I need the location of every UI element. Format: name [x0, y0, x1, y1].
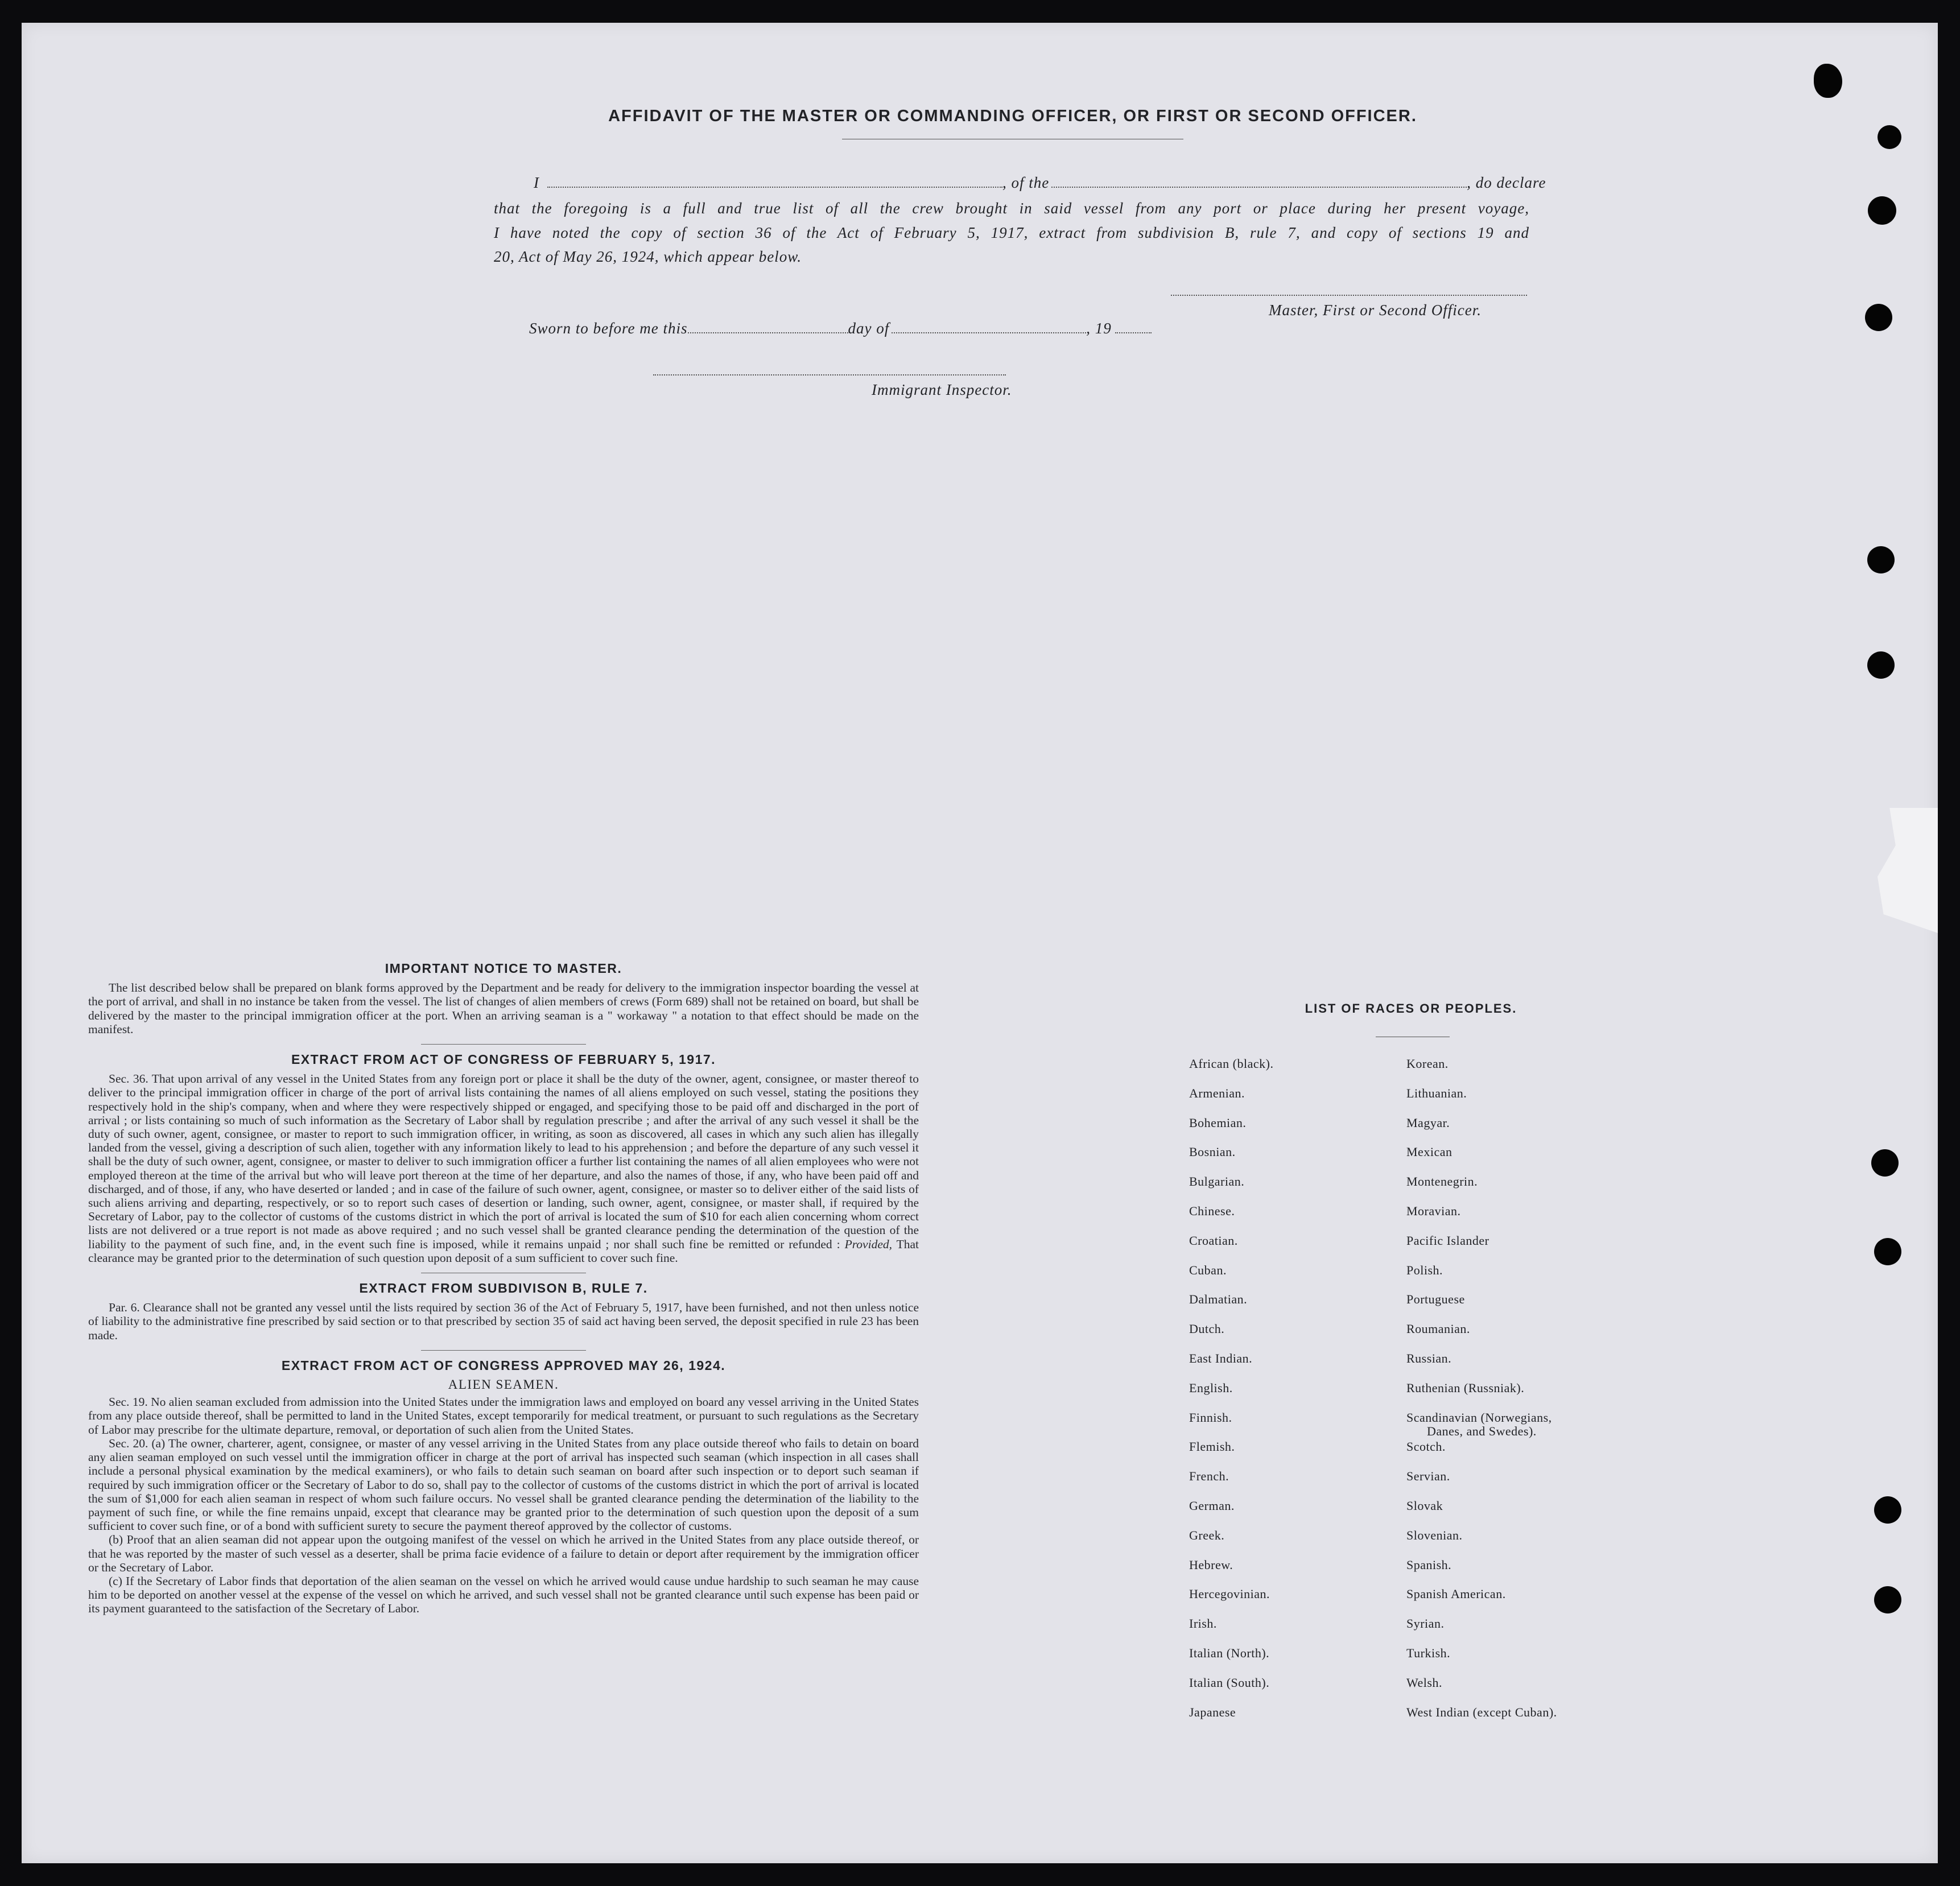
extract-rule7-title: EXTRACT FROM SUBDIVISON B, RULE 7.: [359, 1281, 648, 1296]
race-item: [1406, 1116, 1557, 1146]
declaration-line-3: I have noted the copy of section 36 of the Act of February 5, 1917, extract from subdivision B, rule 7, and copy of sections 19 and: [494, 224, 1529, 241]
race-item: [1189, 1617, 1273, 1646]
race-item: [1189, 1646, 1273, 1676]
race-item: [1189, 1411, 1273, 1441]
race-item: [1189, 1470, 1273, 1499]
declaration-of-the: , of the: [1002, 174, 1050, 191]
race-item: [1406, 1499, 1557, 1529]
race-item: [1189, 1352, 1273, 1381]
race-label: Cuban.: [1189, 1262, 1227, 1277]
alien-seamen-subtitle: ALIEN SEAMEN.: [448, 1377, 559, 1392]
name-field[interactable]: [547, 174, 1002, 188]
race-item: [1406, 1617, 1557, 1646]
race-label: Slovak: [1406, 1498, 1443, 1513]
race-label: Syrian.: [1406, 1616, 1445, 1631]
race-label: East Indian.: [1189, 1351, 1253, 1365]
race-label: Bulgarian.: [1189, 1174, 1245, 1189]
race-item: [1189, 1264, 1273, 1293]
master-signature-line[interactable]: [1171, 295, 1527, 296]
declaration-do-declare: , do declare: [1467, 174, 1546, 191]
declaration-line-2: that the foregoing is a full and true list of all the crew brought in said vessel from any port or place during her present voyage,: [494, 200, 1529, 217]
punch-hole: [1874, 1586, 1901, 1613]
sworn-day-field[interactable]: [688, 320, 848, 333]
punch-hole: [1878, 125, 1901, 149]
race-item: [1189, 1116, 1273, 1146]
race-item: [1189, 1057, 1273, 1087]
sworn-day-of: day of: [848, 320, 890, 337]
race-item: [1406, 1646, 1557, 1676]
races-title: LIST OF RACES OR PEOPLES.: [1305, 1001, 1517, 1016]
sec36-text: Sec. 36. That upon arrival of any vessel in the United States from any foreign port or place it shall be the duty of the owner, agent, consignee, or master thereof to deliver to the principal immigration officer in charge of the port of arrival lists containing the names of all aliens employed on such vessel, stating the positions they respectively hold in the ship's company, when and where they were respectively shipped or engaged, and specifying those to be paid off and discharged in the port of arrival ; or lists containing so much of such information as the Secretary of Labor shall by regulation prescribe ; and after the arrival of any such vessel it shall be the duty of such owner, agent, consignee, or master to report to such immigration officer, in writing, as soon as discovered, all cases in which any such alien has illegally landed from the vessel, giving a description of such alien, together with any information likely to lead to his apprehension ; and before the departure of any such vessel it shall be the duty of such owner, agent, consignee, or master to deliver to such immigration officer a further list containing the names of all alien employees who were not employed thereon at the time of the arrival but who will leave port thereon at the time of her departure, and also the names of those, if any, who have been paid off and discharged, and of those, if any, who have deserted or landed ; and in case of the failure of such owner, agent, consignee, or master so to deliver either of the said lists of such aliens arriving and departing, respectively, or so to report such cases of desertion or landing, such owner, agent, consignee, or master shall, if required by the Secretary of Labor, pay to the collector of customs of the customs district in which the port of arrival is located the sum of $10 for each alien concerning whom correct lists are not delivered or a true report is not made as above required ; and no such vessel shall be granted clearance pending the determination of the question of the liability to the payment of such fine, and, in the event such fine is imposed, while it remains unpaid ; nor shall such fine be remitted or refunded :: [88, 1072, 919, 1251]
race-label: French.: [1189, 1469, 1229, 1484]
race-item: [1406, 1322, 1557, 1352]
race-label: Russian.: [1406, 1351, 1452, 1365]
race-label: Roumanian.: [1406, 1322, 1470, 1336]
race-item: [1406, 1411, 1557, 1441]
race-label: Chinese.: [1189, 1203, 1235, 1218]
race-label: Portuguese: [1406, 1292, 1465, 1307]
race-item: [1406, 1087, 1557, 1116]
race-item: [1406, 1264, 1557, 1293]
race-label: Spanish American.: [1406, 1587, 1506, 1602]
race-label: Dalmatian.: [1189, 1292, 1248, 1307]
race-item: [1406, 1381, 1557, 1411]
race-label: German.: [1189, 1498, 1235, 1513]
notice-section: [88, 961, 919, 1616]
race-item: [1406, 1706, 1557, 1735]
race-label: Moravian.: [1406, 1203, 1461, 1218]
race-label: Magyar.: [1406, 1115, 1450, 1130]
sec36-text-end: That clearance may be granted prior to the determination of such question upon deposit of a sum sufficient to cover such fine.: [88, 1237, 919, 1265]
race-label: Bosnian.: [1189, 1145, 1236, 1159]
sec19-text: Sec. 19. No alien seaman excluded from admission into the United States under the immigration laws and employed on board any vessel arriving in the United States from any place outside thereof, shall be permitted to land in the United States, except temporarily for medical treatment, or pursuant to such regulations as the Secretary of Labor may prescribe for the ultimate departure, removal, or deportation of such alien from the United States.: [88, 1395, 919, 1437]
section-divider: [421, 1044, 586, 1045]
race-label: Ruthenian (Russniak).: [1406, 1380, 1525, 1395]
race-item: [1189, 1087, 1273, 1116]
race-item: [1189, 1558, 1273, 1588]
race-item: [1406, 1145, 1557, 1175]
race-label-wrap: Danes, and Swedes).: [1427, 1423, 1537, 1438]
race-label: Armenian.: [1189, 1086, 1245, 1100]
race-label: Mexican: [1406, 1145, 1453, 1159]
race-item: [1189, 1381, 1273, 1411]
affidavit-title: AFFIDAVIT OF THE MASTER OR COMMANDING OFFICER, OR FIRST OR SECOND OFFICER.: [608, 107, 1417, 125]
races-left-column: [1189, 1057, 1273, 1735]
race-label: Irish.: [1189, 1616, 1217, 1631]
race-item: [1406, 1234, 1557, 1264]
race-label: Lithuanian.: [1406, 1086, 1467, 1100]
race-label: Welsh.: [1406, 1675, 1442, 1690]
race-item: [1189, 1175, 1273, 1204]
race-label: Italian (North).: [1189, 1645, 1270, 1660]
race-label: African (black).: [1189, 1057, 1274, 1071]
declaration-line-1: [494, 171, 1546, 195]
race-item: [1406, 1352, 1557, 1381]
race-label: Korean.: [1406, 1057, 1449, 1071]
race-item: [1189, 1587, 1273, 1617]
race-label: Croatian.: [1189, 1233, 1238, 1248]
sec20c-text: (c) If the Secretary of Labor finds that deportation of the alien seaman on the vessel on which he arrived would cause undue hardship to such seaman he may cause him to be deported on another vessel at the expense of the vessel on which he arrived, and such vessel shall not be granted clearance until such expense has been paid or its payment guaranteed to the satisfaction of the Secretary of Labor.: [88, 1574, 919, 1616]
notice-text: The list described below shall be prepared on blank forms approved by the Department and be ready for delivery to the immigration inspector boarding the vessel at the port of arrival, and shall in no instance be taken from the vessel. The list of changes of alien members of crews (Form 689) shall not be retained on board, but shall be delivered by the master to the principal immigration officer at the port. When an arriving seaman is a " workaway " a notation to that effect should be made on the manifest.: [88, 981, 919, 1036]
race-label: Hercegovinian.: [1189, 1587, 1270, 1602]
race-item: [1406, 1440, 1557, 1470]
vessel-field[interactable]: [1051, 174, 1467, 188]
race-label: Italian (South).: [1189, 1675, 1270, 1690]
punch-hole: [1868, 196, 1896, 225]
sworn-line: [529, 320, 1189, 337]
race-label: Spanish.: [1406, 1557, 1452, 1572]
races-right-column: [1406, 1057, 1557, 1735]
race-label: Dutch.: [1189, 1322, 1225, 1336]
race-item: [1189, 1293, 1273, 1322]
race-label: Bohemian.: [1189, 1115, 1247, 1130]
inspector-signature-label: Immigrant Inspector.: [872, 381, 1012, 398]
race-label: Montenegrin.: [1406, 1174, 1478, 1189]
extract-1917-title: EXTRACT FROM ACT OF CONGRESS OF FEBRUARY 5, 1917.: [291, 1052, 716, 1067]
extract-1917-text: [88, 1072, 919, 1265]
race-item: [1406, 1057, 1557, 1087]
race-label: Slovenian.: [1406, 1528, 1463, 1542]
sec20a-text: Sec. 20. (a) The owner, charterer, agent, consignee, or master of any vessel arriving in the United States from any place outside thereof who fails to detain on board any alien seaman employed on such vessel until the immigration officer in charge at the port of arrival has inspected such seaman (which inspection in all cases shall include a personal physical examination by the medical examiners), or who fails to detain such seaman on board after such inspection or to deport such seaman if required by such immigration officer or the Secretary of Labor to do so, shall pay to the collector of customs of the customs district in which the port of arrival is located the sum of $1,000 for each alien seaman in respect of whom such failure occurs. No vessel shall be granted clearance pending the determination of the liability to the payment of such fine, or while the fine remains unpaid, except that clearance may be granted prior to the determination of such question upon the deposit of a sum sufficient to cover such fine, or of a bond with sufficient surety to secure the payment thereof approved by the collector of customs.: [88, 1436, 919, 1533]
section-divider: [421, 1350, 586, 1351]
punch-hole: [1867, 651, 1895, 679]
sworn-text: Sworn to before me this: [529, 320, 688, 337]
race-item: [1406, 1587, 1557, 1617]
race-label: Japanese: [1189, 1705, 1236, 1719]
race-label: Flemish.: [1189, 1439, 1235, 1454]
race-item: [1189, 1204, 1273, 1234]
race-item: [1189, 1676, 1273, 1706]
race-item: [1189, 1706, 1273, 1735]
sworn-year: , 19: [1086, 320, 1112, 337]
declaration-i: I: [534, 174, 539, 191]
race-item: [1406, 1676, 1557, 1706]
punch-hole: [1871, 1149, 1899, 1177]
punch-hole: [1814, 64, 1842, 98]
master-signature-label: Master, First or Second Officer.: [1269, 302, 1482, 319]
race-label: Polish.: [1406, 1262, 1443, 1277]
sworn-month-field[interactable]: [892, 320, 1086, 333]
extract-rule7-text: Par. 6. Clearance shall not be granted any vessel until the lists required by section 36 of the Act of February 5, 1917, have been furnished, and not then unless notice of liability to the administrative fine prescribed by said section or to that prescribed by section 35 of said act having been served, the deposit specified in rule 23 has been made.: [88, 1301, 919, 1342]
race-item: [1189, 1499, 1273, 1529]
punch-hole: [1874, 1496, 1901, 1524]
punch-hole: [1867, 546, 1895, 573]
race-item: [1406, 1470, 1557, 1499]
race-item: [1189, 1145, 1273, 1175]
race-label: English.: [1189, 1380, 1233, 1395]
race-item: [1189, 1440, 1273, 1470]
race-item: [1406, 1175, 1557, 1204]
race-item: [1406, 1204, 1557, 1234]
race-item: [1189, 1322, 1273, 1352]
race-label: Finnish.: [1189, 1410, 1232, 1425]
race-label: Greek.: [1189, 1528, 1225, 1542]
race-label: Pacific Islander: [1406, 1233, 1489, 1248]
race-item: [1406, 1529, 1557, 1558]
race-label: West Indian (except Cuban).: [1406, 1705, 1557, 1719]
sec20b-text: (b) Proof that an alien seaman did not appear upon the outgoing manifest of the vessel on which he arrived in the United States from any place outside thereof, or that he was reported by the master of such vessel as a deserter, shall be prima facie evidence of a failure to detain or deport after requirement by the immigration officer or the Secretary of Labor.: [88, 1533, 919, 1574]
race-item: [1189, 1234, 1273, 1264]
sworn-year-field[interactable]: [1115, 320, 1152, 333]
punch-hole: [1874, 1238, 1901, 1265]
inspector-signature-line[interactable]: [653, 374, 1006, 375]
notice-title: IMPORTANT NOTICE TO MASTER.: [385, 961, 622, 976]
race-item: [1189, 1529, 1273, 1558]
race-label: Turkish.: [1406, 1645, 1451, 1660]
punch-hole: [1865, 304, 1892, 331]
race-label: Hebrew.: [1189, 1557, 1233, 1572]
proviso: Provided,: [844, 1237, 892, 1251]
extract-1924-title: EXTRACT FROM ACT OF CONGRESS APPROVED MAY 26, 1924.: [281, 1357, 726, 1373]
declaration-line-4: 20, Act of May 26, 1924, which appear below.: [494, 248, 802, 265]
race-label: Scandinavian (Norwegians,: [1406, 1410, 1552, 1425]
race-label: Servian.: [1406, 1469, 1450, 1484]
race-label: Scotch.: [1406, 1439, 1446, 1454]
race-item: [1406, 1558, 1557, 1588]
race-item: [1406, 1293, 1557, 1322]
